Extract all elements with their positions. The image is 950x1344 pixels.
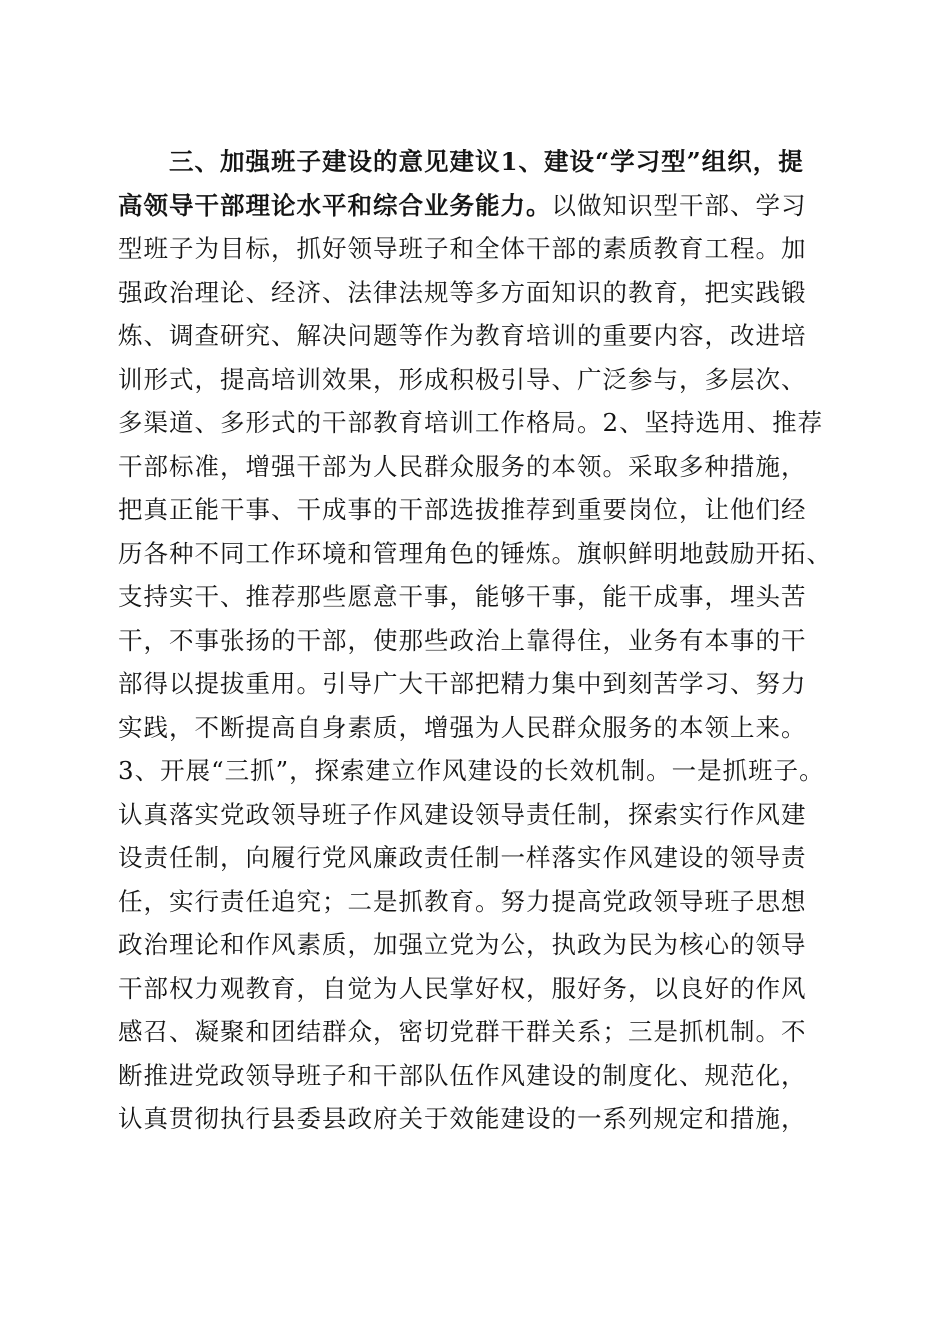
text-line xyxy=(118,967,838,1011)
text-line xyxy=(118,706,838,750)
text-line xyxy=(118,184,838,228)
body-text: 政治理论和作风素质，加强立党为公，执政为民为核心的领导 xyxy=(118,930,807,959)
text-line xyxy=(118,1010,838,1054)
body-text: 部得以提拔重用。引导广大干部把精力集中到刻苦学习、努力 xyxy=(118,669,807,698)
body-text: 以做知识型干部、学习 xyxy=(551,190,807,220)
bold-heading-text: 三、加强班子建设的意见建议1、建设“学习型”组织，提 xyxy=(118,147,804,176)
text-line xyxy=(118,445,838,489)
text-line xyxy=(118,401,838,445)
text-line xyxy=(118,140,838,184)
body-text: 认真落实党政领导班子作风建设领导责任制，探索实行作风建 xyxy=(118,799,807,829)
bold-heading-text: 高领导干部理论水平和综合业务能力。 xyxy=(118,190,552,220)
body-text: 设责任制，向履行党风廉政责任制一样落实作风建设的领导责 xyxy=(118,843,807,872)
body-text: 把真正能干事、干成事的干部选拔推荐到重要岗位，让他们经 xyxy=(118,495,807,524)
body-text: 历各种不同工作环境和管理角色的锤炼。旗帜鲜明地鼓励开拓、 xyxy=(118,538,832,568)
body-text: 干部标准，增强干部为人民群众服务的本领。采取多种措施， xyxy=(118,451,807,481)
body-text: 干，不事张扬的干部，使那些政治上靠得住，业务有本事的干 xyxy=(118,625,807,655)
body-text: 认真贯彻执行县委县政府关于效能建设的一系列规定和措施， xyxy=(118,1104,807,1133)
text-line xyxy=(118,314,838,358)
text-line xyxy=(118,836,838,880)
body-text: 感召、凝聚和团结群众，密切党群干群关系；三是抓机制。不 xyxy=(118,1017,807,1046)
text-line xyxy=(118,271,838,315)
text-line xyxy=(118,662,838,706)
text-line xyxy=(118,358,838,402)
body-text: 支持实干、推荐那些愿意干事，能够干事，能干成事，埋头苦 xyxy=(118,582,807,611)
body-text: 多渠道、多形式的干部教育培训工作格局。2、坚持选用、推荐 xyxy=(118,408,824,437)
body-text: 炼、调查研究、解决问题等作为教育培训的重要内容，改进培 xyxy=(118,321,807,350)
text-line xyxy=(118,923,838,967)
text-line xyxy=(118,227,838,271)
body-text: 任，实行责任追究；二是抓教育。努力提高党政领导班子思想 xyxy=(118,886,807,916)
text-line xyxy=(118,532,838,576)
text-line xyxy=(118,1054,838,1098)
text-line xyxy=(118,619,838,663)
body-text: 训形式，提高培训效果，形成积极引导、广泛参与，多层次、 xyxy=(118,364,807,394)
body-text: 3、开展“三抓”，探索建立作风建设的长效机制。一是抓班子。 xyxy=(118,756,825,785)
text-line xyxy=(118,488,838,532)
body-text: 型班子为目标，抓好领导班子和全体干部的素质教育工程。加 xyxy=(118,234,807,263)
body-text: 断推进党政领导班子和干部队伍作风建设的制度化、规范化， xyxy=(118,1060,807,1090)
text-line xyxy=(118,880,838,924)
text-line xyxy=(118,575,838,619)
body-text: 强政治理论、经济、法律法规等多方面知识的教育，把实践锻 xyxy=(118,277,807,307)
body-paragraph xyxy=(118,140,838,1141)
body-text: 干部权力观教育，自觉为人民掌好权，服好务，以良好的作风 xyxy=(118,973,807,1003)
body-text: 实践，不断提高自身素质，增强为人民群众服务的本领上来。 xyxy=(118,712,807,742)
text-line xyxy=(118,793,838,837)
text-line xyxy=(118,1097,838,1141)
text-line xyxy=(118,749,838,793)
